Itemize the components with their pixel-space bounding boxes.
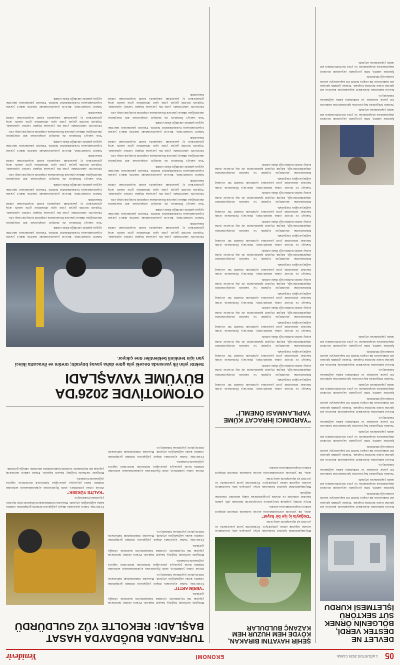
story-export-headline	[215, 408, 311, 422]
dairy-plant-photo	[320, 513, 394, 601]
lead-story-body-b: Sektör temsilcileri, ihracat pazarlarındaki talebin ikinci yarıda toparlanmasını beklediklerini belirtti. Yatırım planlarının takvime uygun şekilde sürdüğü ifade edildi. Yan sanayi firmaları da maliyet artışlarının kâr marjlarını daralttığına dikkat çekerek finansmana erişimde kolaylık talep etti. Otomotiv sektöründe yılın ilk yarısına ilişkin veriler açıklandı. Toplam üretim geçen yılın aynı dönemine göre sınırlı artış gösterirken iç pazardaki satışlarda kredi koşullarının etkisi hissedildi. Sektör temsilcileri, ihracat pazarlarındaki talebin ikinci yarıda toparlanmasını beklediklerini belirtti. Yatırım planlarının takvime uygun şekilde sürdüğü ifade edildi. Yan sanayi firmaları da maliyet artışlarının kâr marjlarını daralttığına dikkat çekerek finansmana erişimde kolaylık talep etti. Otomotiv sektöründe yılın ilk yarısına ilişkin veriler açıklandı. Toplam üretim geçen yılın aynı dönemine göre sınırlı artış gösterirken iç pazardaki satışlarda kredi koşullarının etkisi hissedildi. Sektör temsilcileri, ihracat pazarlarındaki talebin ikinci yarıda toparlanmasını beklediklerini belirtti. Yatırım planlarının takvime uygun şekilde sürdüğü ifade edildi. Yan sanayi firmaları da maliyet artışlarının kâr marjlarını daralttığına dikkat çekerek finansmana erişimde kolaylık talep etti. Otomotiv sektöründe yılın ilk yarısına ilişkin veriler açıklandı. Toplam üretim geçen yılın aynı dönemine göre sınırlı artış gösterirken iç pazardaki satışlarda kredi koşullarının etkisi hissedildi. Sektör temsilcileri, ihracat pazarlarındaki talebin ikinci yarıda toparlanmasını beklediklerini belirtti. Yatırım planlarının takvime uygun şekilde sürdüğü ifade edildi.	[6, 96, 102, 239]
section-label: EKONOMİ	[195, 653, 224, 659]
column-rule-1	[315, 7, 316, 643]
story-wheat-body-c: Ziraat odası yetkilileri, alım fiyatlarının açıklanmasının ardından ürünün hızla piyasaya çıkacağını belirterek üreticilere sigorta çağrısında bulundu. Üreticiler, bahar aylarında düşen yağışların ürünün gelişimine olumlu katkı sağladığını söyledi. Hasadın önümüzdeki haftalarda tüm ilçelere yayılması bekleniyor.	[108, 446, 204, 473]
story-wheat-body-b: Üreticiler, bahar aylarında düşen yağışların ürünün gelişimine olumlu katkı sağladığını söyledi. Hasadın önümüzdeki haftalarda tüm ilçelere yayılması bekleniyor. "KALİTE YÜKSEK" Ziraat odası yetkilileri, alım fiyatlarının açıklanmasının ardından ürünün hızla piyasaya çıkacağını belirterek üreticilere sigorta çağrısında bulundu. Bölgede turfanda buğday hasadı başladı. Erken ekilen tarlalarda yapılan ilk biçimlerde verimin beklentilerin üzerinde olduğu görüldü.	[6, 466, 104, 509]
story-wheat-headline	[6, 620, 204, 643]
wheat-harvest-photo	[6, 513, 104, 605]
newspaper-logo: Yenidevir	[6, 652, 37, 661]
story-village-headline	[215, 623, 311, 643]
story-dairy-body-end: İşletme sahibi, hibe programı sayesinde modern ekipmanlara ulaştıklarını ve yöre üreticilerinden süt alımı yaptıklarını söyledi. Tesisin bölgedeki hayvancılık işletmelerine istikrarlı bir pazar sunması ve istihdama katkı sağlaması bekleniyor. Kırsal kalkınma destekleri kapsamında kurulan süt işleme tesisi üretime başladı. Tesiste günlük işlenen süt miktarının ilk etapta belirli bir kapasiteyle sınırlı tutulacağı bildirildi. İşletme sahibi, hibe programı sayesinde modern ekipmanlara ulaştıklarını ve yöre üreticilerinden süt alımı yaptıklarını söyledi.	[320, 60, 394, 121]
story-divider-2	[6, 406, 204, 407]
column-rule-2	[209, 7, 210, 643]
story-wheat-body-a: Bölgede turfanda buğday hasadı başladı. Erken ekilen tarlalarda yapılan ilk biçimlerde verimin beklentilerin üzerinde olduğu görüldü. "VERİM ARTTI" Üreticiler, bahar aylarında düşen yağışların ürünün gelişimine olumlu katkı sağladığını söyledi. Hasadın önümüzdeki haftalarda tüm ilçelere yayılması bekleniyor. Ziraat odası yetkilileri, alım fiyatlarının açıklanmasının ardından ürünün hızla piyasaya çıkacağını belirterek üreticilere sigorta çağrısında bulundu. Bölgede turfanda buğday hasadı başladı. Erken ekilen tarlalarda yapılan ilk biçimlerde verimin beklentilerin üzerinde olduğu görüldü. Üreticiler, bahar aylarında düşen yağışların ürünün gelişimine olumlu katkı sağladığını söyledi. Hasadın önümüzdeki haftalarda tüm ilçelere yayılması bekleniyor.	[108, 529, 204, 605]
masthead	[6, 651, 394, 660]
story-dairy-body: Kırsal kalkınma destekleri kapsamında kurulan süt işleme tesisi üretime başladı. Tesiste günlük işlenen süt miktarının ilk etapta belirli bir kapasiteyle sınırlı tutulacağı bildirildi. İşletme sahibi, hibe programı sayesinde modern ekipmanlara ulaştıklarını ve yöre üreticilerinden süt alımı yaptıklarını söyledi. Tesisin bölgedeki hayvancılık işletmelerine istikrarlı bir pazar sunması ve istihdama katkı sağlaması bekleniyor. Kırsal kalkınma destekleri kapsamında kurulan süt işleme tesisi üretime başladı. Tesiste günlük işlenen süt miktarının ilk etapta belirli bir kapasiteyle sınırlı tutulacağı bildirildi. İşletme sahibi, hibe programı sayesinde modern ekipmanlara ulaştıklarını ve yöre üreticilerinden süt alımı yaptıklarını söyledi. Tesisin bölgedeki hayvancılık işletmelerine istikrarlı bir pazar sunması ve istihdama katkı sağlaması bekleniyor. Kırsal kalkınma destekleri kapsamında kurulan süt işleme tesisi üretime başladı. Tesiste günlük işlenen süt miktarının ilk etapta belirli bir kapasiteyle sınırlı tutulacağı bildirildi. İşletme sahibi, hibe programı sayesinde modern ekipmanlara ulaştıklarını ve yöre üreticilerinden süt alımı yaptıklarını söyledi. Tesisin bölgedeki hayvancılık işletmelerine istikrarlı bir pazar sunması ve istihdama katkı sağlaması bekleniyor. Kırsal kalkınma destekleri kapsamında kurulan süt işleme tesisi üretime başladı. Tesiste günlük işlenen süt miktarının ilk etapta belirli bir kapasiteyle sınırlı tutulacağı bildirildi. İşletme sahibi, hibe programı sayesinde modern ekipmanlara ulaştıklarını ve yöre üreticilerinden süt alımı yaptıklarını söyledi.	[320, 335, 394, 509]
headline: ŞEHİR HAYATINI BIRAKAN, KÖYDE HEM HUZUR HEM KAZANÇ BULDULAR	[228, 623, 311, 644]
masthead-rule	[6, 649, 394, 650]
headline: TURFANDA BUĞDAYDA HASAT BAŞLADI: REKOLTE YÜZ GULDÜRDÜ	[14, 620, 204, 644]
story-wheat-subhead-2: "KALİTE YÜKSEK"	[67, 489, 104, 495]
greenhouse-photo	[215, 537, 311, 611]
headline: OTOMOTİVDE 2026'DA BÜYÜME YAVAŞLADI	[55, 371, 204, 402]
headline: DEVLET NE DESTEK VERDİ, BÖLGENİN ÖRNEK SÜT SEKTÖRÜ İŞLETMESİ KURDU	[324, 603, 394, 644]
story-wheat-subhead-1: "VERİM ARTTI"	[174, 585, 204, 591]
story-export-body: Sanayi ve ticaret odası temsilcileri, ihracatçı firmaların ortak hareket etmesinin yeni pazarlara açılmada önemli bir avantaj sağlayacağını vurguladı. Kümelenme modeliyle lojistik ve tanıtım maliyetlerinin düşürülebileceği, küçük ölçekli işletmelerin de dış ticarete daha kolay dahil olabileceği ifade edildi. Sanayi ve ticaret odası temsilcileri, ihracatçı firmaların ortak hareket etmesinin yeni pazarlara açılmada önemli bir avantaj sağlayacağını vurguladı. Kümelenme modeliyle lojistik ve tanıtım maliyetlerinin düşürülebileceği, küçük ölçekli işletmelerin de dış ticarete daha kolay dahil olabileceği ifade edildi. Sanayi ve ticaret odası temsilcileri, ihracatçı firmaların ortak hareket etmesinin yeni pazarlara açılmada önemli bir avantaj sağlayacağını vurguladı. Kümelenme modeliyle lojistik ve tanıtım maliyetlerinin düşürülebileceği, küçük ölçekli işletmelerin de dış ticarete daha kolay dahil olabileceği ifade edildi. Sanayi ve ticaret odası temsilcileri, ihracatçı firmaların ortak hareket etmesinin yeni pazarlara açılmada önemli bir avantaj sağlayacağını vurguladı. Kümelenme modeliyle lojistik ve tanıtım maliyetlerinin düşürülebileceği, küçük ölçekli işletmelerin de dış ticarete daha kolay dahil olabileceği ifade edildi. Sanayi ve ticaret odası temsilcileri, ihracatçı firmaların ortak hareket etmesinin yeni pazarlara açılmada önemli bir avantaj sağlayacağını vurguladı. Kümelenme modeliyle lojistik ve tanıtım maliyetlerinin düşürülebileceği, küçük ölçekli işletmelerin de dış ticarete daha kolay dahil olabileceği ifade edildi. Sanayi ve ticaret odası temsilcileri, ihracatçı firmaların ortak hareket etmesinin yeni pazarlara açılmada önemli bir avantaj sağlayacağını vurguladı. Kümelenme modeliyle lojistik ve tanıtım maliyetlerinin düşürülebileceği, küçük ölçekli işletmelerin de dış ticarete daha kolay dahil olabileceği ifade edildi. Sanayi ve ticaret odası temsilcileri, ihracatçı firmaların ortak hareket etmesinin yeni pazarlara açılmada önemli bir avantaj sağlayacağını vurguladı. Kümelenme modeliyle lojistik ve tanıtım maliyetlerinin düşürülebileceği, küçük ölçekli işletmelerin de dış ticarete daha kolay dahil olabileceği ifade edildi. Sanayi ve ticaret odası temsilcileri, ihracatçı firmaların ortak hareket etmesinin yeni pazarlara açılmada önemli bir avantaj sağlayacağını vurguladı. Kümelenme modeliyle lojistik ve tanıtım maliyetlerinin düşürülebileceği, küçük ölçekli işletmelerin de dış ticarete daha kolay dahil olabileceği ifade edildi.	[215, 162, 311, 391]
deck: Sektör yılın ilk yarısında önceki yıla göre daha yavaş büyüdü; üretim ve ihracatta ikinci yarı için temkinli beklentiler öne çıkıyor.	[14, 356, 204, 367]
story-dairy-headline	[320, 603, 394, 643]
story-divider-1	[215, 427, 311, 428]
lead-story-headline	[6, 372, 204, 401]
dairy-worker-photo	[320, 125, 394, 185]
story-village-subhead: "Doğayla iç içe bir hayat"	[261, 513, 311, 519]
lead-story-body-a: Otomotiv sektöründe yılın ilk yarısına ilişkin veriler açıklandı. Toplam üretim geçen yılın aynı dönemine göre sınırlı artış gösterirken iç pazardaki satışlarda kredi koşullarının etkisi hissedildi. Sektör temsilcileri, ihracat pazarlarındaki talebin ikinci yarıda toparlanmasını beklediklerini belirtti. Yatırım planlarının takvime uygun şekilde sürdüğü ifade edildi. Yan sanayi firmaları da maliyet artışlarının kâr marjlarını daralttığına dikkat çekerek finansmana erişimde kolaylık talep etti. Otomotiv sektöründe yılın ilk yarısına ilişkin veriler açıklandı. Toplam üretim geçen yılın aynı dönemine göre sınırlı artış gösterirken iç pazardaki satışlarda kredi koşullarının etkisi hissedildi. Sektör temsilcileri, ihracat pazarlarındaki talebin ikinci yarıda toparlanmasını beklediklerini belirtti. Yatırım planlarının takvime uygun şekilde sürdüğü ifade edildi. Yan sanayi firmaları da maliyet artışlarının kâr marjlarını daralttığına dikkat çekerek finansmana erişimde kolaylık talep etti. Otomotiv sektöründe yılın ilk yarısına ilişkin veriler açıklandı. Toplam üretim geçen yılın aynı dönemine göre sınırlı artış gösterirken iç pazardaki satışlarda kredi koşullarının etkisi hissedildi. Sektör temsilcileri, ihracat pazarlarındaki talebin ikinci yarıda toparlanmasını beklediklerini belirtti. Yatırım planlarının takvime uygun şekilde sürdüğü ifade edildi. Yan sanayi firmaları da maliyet artışlarının kâr marjlarını daralttığına dikkat çekerek finansmana erişimde kolaylık talep etti. Otomotiv sektöründe yılın ilk yarısına ilişkin veriler açıklandı. Toplam üretim geçen yılın aynı dönemine göre sınırlı artış gösterirken iç pazardaki satışlarda kredi koşullarının etkisi hissedildi.	[108, 92, 204, 239]
story-village-body: Büyükşehirdeki işlerini bırakarak köye yerleşen aile, kurdukları serada organik sebze yetiştiriyor. Ürünlerini yerel pazarlarda ve çevrim içi siparişlerle satıyorlar. "Doğayla iç içe bir hayat" Aile, ilk yıllarda zorlandıklarını ancak zamanla düzenli müşteri kitlesi oluşturduklarını anlattı. Köye dönüş yapmak isteyenlere tavsiyelerde bulunan çift, planlı hareket etmenin ve destek programlarını takip etmenin önemine değindi. Büyükşehirdeki işlerini bırakarak köye yerleşen aile, kurdukları serada organik sebze yetiştiriyor. Ürünlerini yerel pazarlarda ve çevrim içi siparişlerle satıyorlar. Aile, ilk yıllarda zorlandıklarını ancak zamanla düzenli müşteri kitlesi oluşturduklarını anlattı.	[215, 466, 311, 533]
lead-story-deck	[6, 356, 204, 367]
car-assembly-photo	[6, 243, 204, 347]
headline: "YARDIMCI İHRACAT KÜME YAPILANMASI ÖNEMLİ"	[223, 409, 311, 423]
masthead-date: 1 AĞUSTOS 2025 CUMA	[337, 654, 378, 658]
page-number: 05	[385, 651, 394, 660]
